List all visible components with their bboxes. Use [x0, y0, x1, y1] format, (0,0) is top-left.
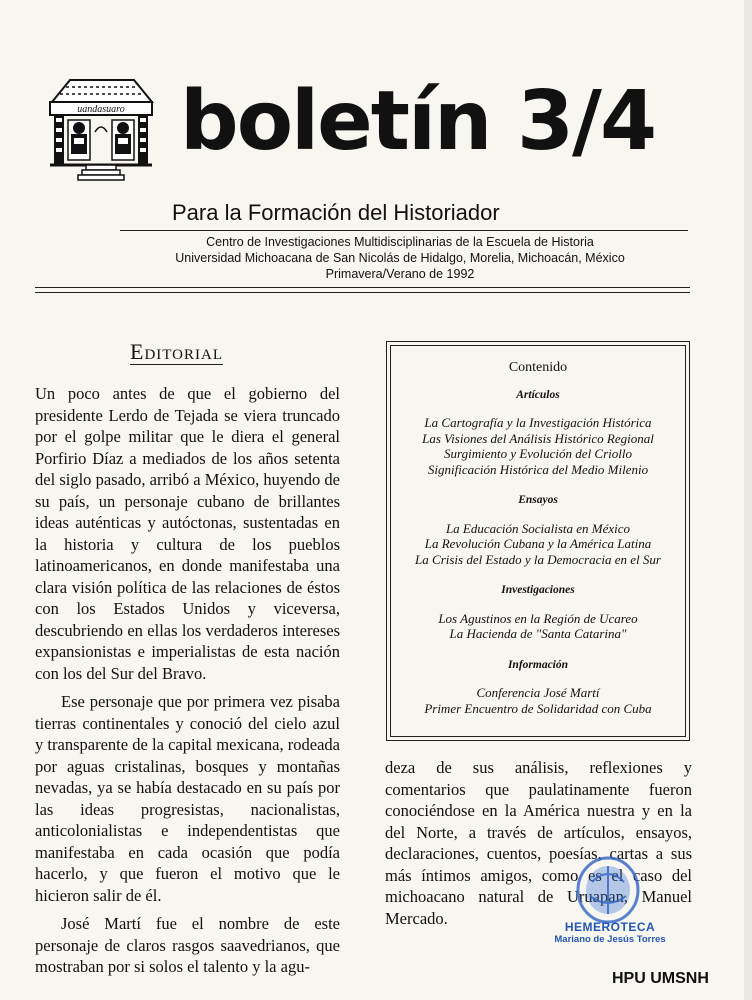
institution-line-2: Universidad Michoacana de San Nicolás de Hidalgo, Morelia, Michoacán, México: [175, 251, 625, 265]
page-edge: [744, 0, 752, 1000]
contents-title: Contenido: [508, 360, 568, 375]
contents-item: La Educación Socialista en México: [445, 520, 631, 536]
contents-list: [391, 415, 685, 477]
watermark: HPU UMSNH: [612, 970, 709, 987]
stamp-line-2: Mariano de Jesús Torres: [554, 934, 666, 945]
subtitle-rule: [120, 230, 688, 231]
contents-item: Significación Histórica del Medio Milenio: [427, 461, 649, 477]
editorial-left-column: [35, 383, 340, 978]
contents-inner-frame: [390, 345, 686, 737]
editorial-paragraph-3-continued: deza de sus análisis, reflexiones y comentarios que paulatinamente fueron conociéndose en la América nuestra y en la del Norte, a través de artículos, ensayos, declaraciones, cuentos, poesías, cartas a sus más íntimos amigos, como es el caso del michoacano natural de Uruapan, Manuel Mercado.: [385, 758, 692, 928]
editorial-paragraph-1: Un poco antes de que el gobierno del presidente Lerdo de Tejada se viera truncado por el golpe militar que le diera el general Porfirio Díaz a mediados de los años setenta del siglo pasado, arribó a México, huyendo de su país, un personaje cubano de brillantes ideas auténticas y autóctonas, sustentadas en la historia y cultura de los pueblos latinoamericanos, en donde manifestaba una clara visión política de las relaciones de éstos con los Estados Unidos y viceversa, descubriendo en ellas los verdaderos intereses expansionistas e imperialistas de esta nación con los del Sur del Bravo.: [35, 384, 340, 683]
contents-category: Ensayos: [518, 494, 558, 506]
date-line: Primavera/Verano de 1992: [325, 267, 475, 281]
editorial-paragraph-2: Ese personaje que por primera vez pisaba tierras continentales y conoció del cielo azul y transparente de la capital mexicana, rodeada por aguas cristalinas, bosques y montañas nevadas, ya se había destacado en su país por las ideas progresistas, nacionalistas, anticolonialistas e independentistas que manifestaba en cada ocasión que podía hacerlo, y que fueron el motivo que le hicieron salir de él.: [35, 692, 340, 905]
contents-list: [391, 611, 685, 642]
contents-item: La Hacienda de "Santa Catarina": [449, 626, 627, 641]
contents-item: La Cartografía y la Investigación Histórica: [424, 415, 652, 430]
contents-item: Surgimiento y Evolución del Criollo: [444, 446, 632, 461]
contents-item: Las Visiones del Análisis Histórico Regional: [422, 430, 654, 446]
contents-item: Los Agustinos en la Región de Ucareo: [438, 610, 638, 626]
contents-category: Información: [507, 658, 569, 671]
editorial-paragraph-3: José Martí fue el nombre de este personaje de claros rasgos saavedrianos, que mostraban por si solos el talento y la agu-: [35, 914, 340, 976]
contents-list: [391, 521, 685, 568]
bulletin-title: boletín 3/4: [180, 74, 656, 169]
contents-category: Investigaciones: [501, 584, 575, 596]
institution-block: [120, 234, 680, 282]
editorial-heading: Editorial: [130, 339, 223, 364]
contents-item: La Revolución Cubana y la América Latina: [424, 536, 652, 551]
contents-category: Artículos: [516, 388, 560, 401]
contents-item: La Crisis del Estado y la Democracia en el Sur: [415, 551, 661, 567]
institution-line-1: Centro de Investigaciones Multidisciplinarias de la Escuela de Historia: [206, 235, 594, 249]
contents-item: Conferencia José Martí: [476, 685, 600, 700]
header-double-rule: [35, 287, 690, 293]
contents-list: [391, 685, 685, 716]
contents-item: Primer Encuentro de Solidaridad con Cuba: [424, 700, 652, 716]
stamp-line-1: HEMEROTECA: [564, 920, 656, 934]
library-stamp: [545, 920, 675, 945]
logo-icon: [38, 72, 164, 192]
bulletin-subtitle: Para la Formación del Historiador: [172, 200, 500, 225]
contents-box: [386, 341, 690, 741]
logo-banner-text: uandasuaro: [77, 104, 125, 115]
